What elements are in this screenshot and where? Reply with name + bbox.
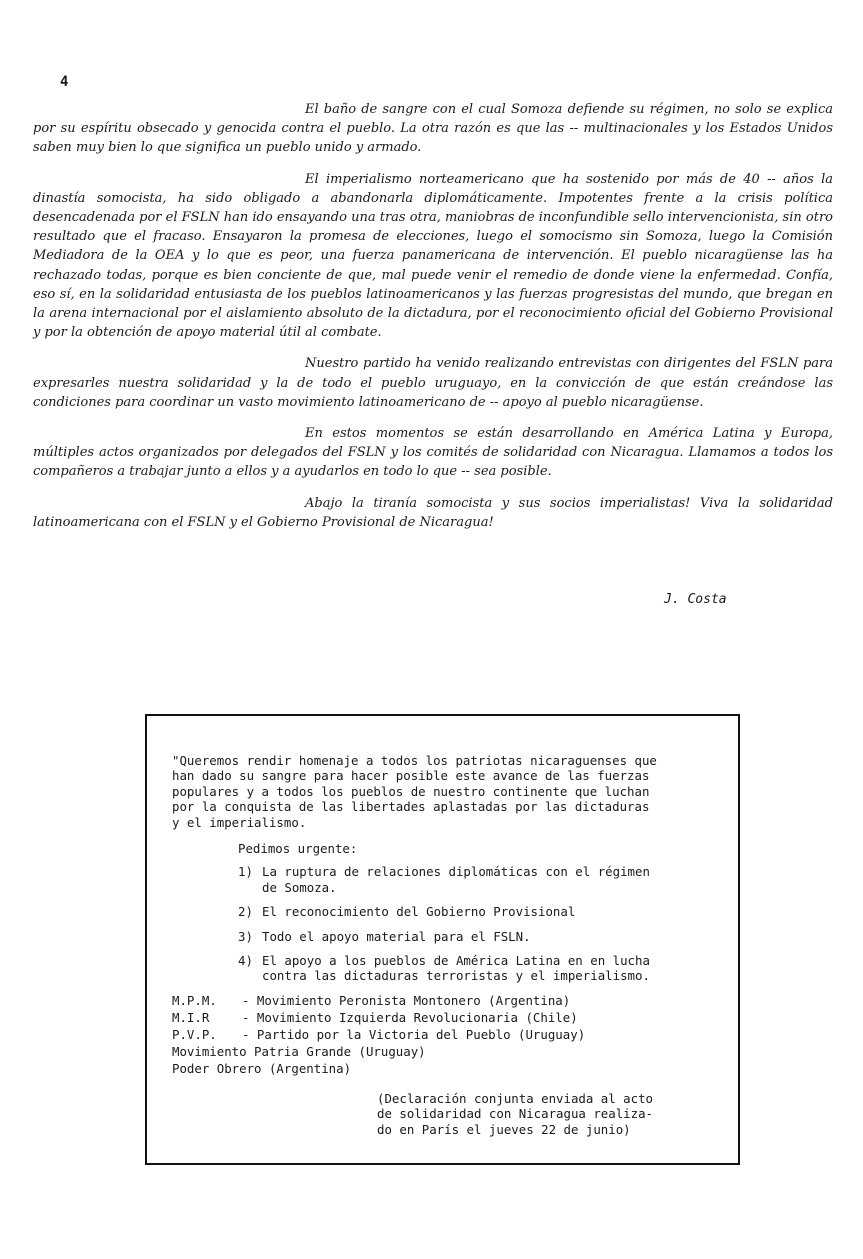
- declaration-intro: "Queremos rendir homenaje a todos los patriotas nicaraguenses que han dado su sangre para hacer posible este avance de las fuerzas populares y a todos los pueblos de nuestro continente que luchan por la conquista de las libertades aplastadas por las dictaduras y el imperialismo.: [172, 753, 657, 830]
- article-body: [33, 100, 833, 532]
- demand-number: 2): [238, 904, 253, 920]
- signatory-name: - Partido por la Victoria del Pueblo (Uruguay): [242, 1026, 586, 1042]
- signatory-row: [172, 1010, 727, 1027]
- signatory-abbreviation: M.I.R: [172, 1009, 210, 1025]
- signatory-abbreviation: M.P.M.: [172, 992, 217, 1008]
- demand-text: El apoyo a los pueblos de América Latina en en lucha contra las dictaduras terroristas y el imperialismo.: [262, 953, 650, 984]
- signatory-row: [172, 1027, 727, 1044]
- signatory-name: - Movimiento Izquierda Revolucionaria (Chile): [242, 1009, 578, 1025]
- signatory-name: Poder Obrero (Argentina): [172, 1060, 352, 1076]
- signatory-name: Movimiento Patria Grande (Uruguay): [172, 1043, 426, 1059]
- demand-item: [238, 953, 727, 984]
- demand-text: Todo el apoyo material para el FSLN.: [262, 928, 531, 944]
- demand-number: 3): [238, 928, 253, 944]
- article-paragraph: [33, 424, 833, 482]
- declaration-source-note: (Declaración conjunta enviada al acto de solidaridad con Nicaragua realiza- do en París el jueves 22 de junio): [377, 1090, 654, 1137]
- paragraph-text: En estos momentos se están desarrollando en América Latina y Europa, múltiples actos organizados por delegados del FSLN y los comités de solidaridad con Nicaragua. Llamamos a todos los compañeros a trabajar junto a ellos y a ayudarlos en todo lo que -- sea posible.: [33, 426, 833, 480]
- article-paragraph: [33, 354, 833, 412]
- paragraph-text: El imperialismo norteamericano que ha sostenido por más de 40 -- años la dinastía somocista, ha sido obligado a abandonarla diplomáticamente. Impotentes frente a la crisis política desencadenada por el FSLN han ido ensayando una tras otra, maniobras de inconfundible sello intervencionista, sin otro resultado que el fracaso. Ensayaron la promesa de elecciones, luego el somocismo sin Somoza, luego la Comisión Mediadora de la OEA y lo que es peor, una fuerza panamericana de intervención. El pueblo nicaragüense las ha rechazado todas, porque es bien conciente de que, mal puede venir el remedio de donde viene la enfermedad. Confía, eso sí, en la solidaridad entusiasta de los pueblos latinoamericanos y las fuerzas progresistas del mundo, que bregan en la arena internacional por el aislamiento absoluto de la dictadura, por el reconocimiento oficial del Gobierno Provisional y por la obtención de apoyo material útil al combate.: [33, 171, 833, 341]
- demand-text: La ruptura de relaciones diplomáticas con el régimen de Somoza.: [262, 864, 650, 895]
- demands-list: [172, 864, 727, 983]
- author-signature: J. Costa: [664, 592, 727, 607]
- article-paragraph: [33, 170, 833, 343]
- closing-paragraph: [33, 494, 833, 532]
- demand-item: [238, 929, 727, 944]
- demand-item: [238, 904, 727, 919]
- paragraph-text: El baño de sangre con el cual Somoza defiende su régimen, no solo se explica por su espíritu obsecado y genocida contra el pueblo. La otra razón es que las -- multinacionales y los Estados Unidos saben muy bien lo que significa un pueblo unido y armado.: [33, 102, 833, 156]
- demand-text: El reconocimiento del Gobierno Provisional: [262, 904, 576, 920]
- signatory-row: [172, 1061, 727, 1078]
- signatory-list: [172, 993, 727, 1078]
- signatory-name: - Movimiento Peronista Montonero (Argentina): [242, 992, 571, 1008]
- paragraph-text: Nuestro partido ha venido realizando entrevistas con dirigentes del FSLN para expresarles nuestra solidaridad y la de todo el pueblo uruguayo, en la convicción de que están creándose las condiciones para coordinar un vasto movimiento latinoamericano de -- apoyo al pueblo nicaragüense.: [33, 356, 833, 410]
- joint-declaration-box: [145, 714, 740, 1165]
- signatory-row: [172, 1044, 727, 1061]
- paragraph-text: Abajo la tiranía somocista y sus socios imperialistas! Viva la solidaridad latinoamericana con el FSLN y el Gobierno Provisional de Nicaragua!: [33, 495, 833, 530]
- signatory-row: [172, 993, 727, 1010]
- demand-number: 1): [238, 864, 253, 880]
- page-number: 4: [60, 74, 69, 90]
- demand-number: 4): [238, 953, 253, 969]
- signatory-abbreviation: P.V.P.: [172, 1026, 217, 1042]
- demand-item: [238, 864, 727, 895]
- demands-title: Pedimos urgente:: [238, 841, 358, 857]
- declaration-content: [172, 753, 727, 1137]
- article-paragraph: [33, 100, 833, 158]
